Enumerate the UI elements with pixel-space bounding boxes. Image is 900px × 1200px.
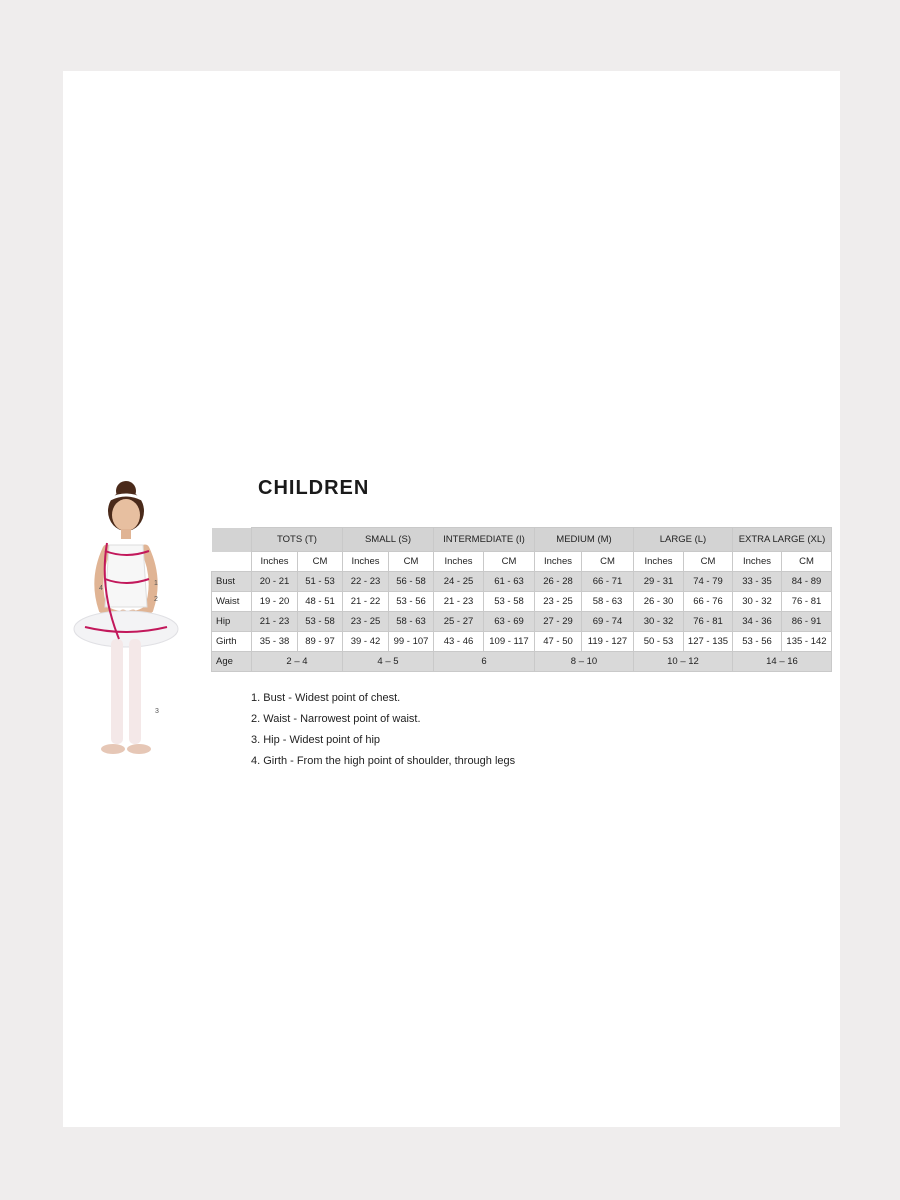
group-small: SMALL (S)	[343, 528, 434, 552]
table-cell: 21 - 22	[343, 592, 389, 612]
table-cell: 53 - 58	[484, 592, 535, 612]
unit-cm: CM	[684, 552, 733, 572]
table-cell: 53 - 56	[733, 632, 782, 652]
size-group-header-row	[212, 528, 832, 552]
group-extra-large: EXTRA LARGE (XL)	[733, 528, 832, 552]
unit-cm: CM	[582, 552, 634, 572]
table-row-bust	[212, 572, 832, 592]
age-cell: 8 – 10	[535, 652, 634, 672]
unit-cm: CM	[389, 552, 434, 572]
measurement-notes	[251, 688, 515, 772]
row-label: Bust	[212, 572, 252, 592]
row-label: Girth	[212, 632, 252, 652]
table-cell: 34 - 36	[733, 612, 782, 632]
unit-cm: CM	[484, 552, 535, 572]
note-hip: 3. Hip - Widest point of hip	[251, 734, 381, 746]
table-cell: 53 - 58	[298, 612, 343, 632]
group-large: LARGE (L)	[634, 528, 733, 552]
table-cell: 50 - 53	[634, 632, 684, 652]
table-cell: 84 - 89	[782, 572, 832, 592]
child-dancer-figure	[63, 479, 198, 764]
row-label: Waist	[212, 592, 252, 612]
table-cell: 74 - 79	[684, 572, 733, 592]
unit-inches: Inches	[733, 552, 782, 572]
table-cell: 30 - 32	[733, 592, 782, 612]
table-cell: 99 - 107	[389, 632, 434, 652]
table-cell: 48 - 51	[298, 592, 343, 612]
table-cell: 20 - 21	[252, 572, 298, 592]
age-cell: 14 – 16	[733, 652, 832, 672]
table-row-waist	[212, 592, 832, 612]
unit-inches: Inches	[535, 552, 582, 572]
table-cell: 30 - 32	[634, 612, 684, 632]
table-cell: 33 - 35	[733, 572, 782, 592]
table-cell: 86 - 91	[782, 612, 832, 632]
age-cell: 6	[434, 652, 535, 672]
table-cell: 58 - 63	[389, 612, 434, 632]
table-cell: 89 - 97	[298, 632, 343, 652]
table-cell: 63 - 69	[484, 612, 535, 632]
unit-blank	[212, 552, 252, 572]
table-cell: 26 - 28	[535, 572, 582, 592]
table-cell: 29 - 31	[634, 572, 684, 592]
table-cell: 61 - 63	[484, 572, 535, 592]
table-cell: 51 - 53	[298, 572, 343, 592]
marker-4: 4	[99, 585, 103, 592]
table-cell: 23 - 25	[343, 612, 389, 632]
unit-header-row	[212, 552, 832, 572]
table-cell: 76 - 81	[782, 592, 832, 612]
unit-inches: Inches	[343, 552, 389, 572]
table-row-girth	[212, 632, 832, 652]
header-blank	[212, 528, 252, 552]
group-tots: TOTS (T)	[252, 528, 343, 552]
table-row-hip	[212, 612, 832, 632]
group-intermediate: INTERMEDIATE (I)	[434, 528, 535, 552]
table-cell: 56 - 58	[389, 572, 434, 592]
table-cell: 26 - 30	[634, 592, 684, 612]
row-label: Hip	[212, 612, 252, 632]
table-cell: 66 - 71	[582, 572, 634, 592]
marker-1: 1	[154, 580, 158, 587]
table-cell: 109 - 117	[484, 632, 535, 652]
age-cell: 10 – 12	[634, 652, 733, 672]
unit-cm: CM	[782, 552, 832, 572]
table-cell: 69 - 74	[582, 612, 634, 632]
note-waist: 2. Waist - Narrowest point of waist.	[251, 713, 421, 725]
page-title: CHILDREN	[258, 477, 370, 499]
table-cell: 43 - 46	[434, 632, 484, 652]
age-cell: 2 – 4	[252, 652, 343, 672]
table-cell: 21 - 23	[252, 612, 298, 632]
unit-inches: Inches	[434, 552, 484, 572]
note-bust: 1. Bust - Widest point of chest.	[251, 692, 401, 704]
unit-inches: Inches	[252, 552, 298, 572]
age-cell: 4 – 5	[343, 652, 434, 672]
table-cell: 23 - 25	[535, 592, 582, 612]
marker-3: 3	[155, 708, 159, 715]
row-label: Age	[212, 652, 252, 672]
table-cell: 25 - 27	[434, 612, 484, 632]
table-cell: 27 - 29	[535, 612, 582, 632]
marker-2: 2	[154, 596, 158, 603]
table-cell: 58 - 63	[582, 592, 634, 612]
size-table	[211, 527, 832, 672]
unit-inches: Inches	[634, 552, 684, 572]
table-cell: 76 - 81	[684, 612, 733, 632]
table-cell: 135 - 142	[782, 632, 832, 652]
table-cell: 21 - 23	[434, 592, 484, 612]
table-cell: 19 - 20	[252, 592, 298, 612]
table-cell: 24 - 25	[434, 572, 484, 592]
table-cell: 22 - 23	[343, 572, 389, 592]
table-cell: 127 - 135	[684, 632, 733, 652]
table-cell: 35 - 38	[252, 632, 298, 652]
table-cell: 66 - 76	[684, 592, 733, 612]
table-cell: 47 - 50	[535, 632, 582, 652]
size-chart-page	[63, 71, 840, 1127]
unit-cm: CM	[298, 552, 343, 572]
table-row-age	[212, 652, 832, 672]
note-girth: 4. Girth - From the high point of shoulder, through legs	[251, 755, 516, 767]
table-cell: 53 - 56	[389, 592, 434, 612]
group-medium: MEDIUM (M)	[535, 528, 634, 552]
table-cell: 119 - 127	[582, 632, 634, 652]
table-cell: 39 - 42	[343, 632, 389, 652]
